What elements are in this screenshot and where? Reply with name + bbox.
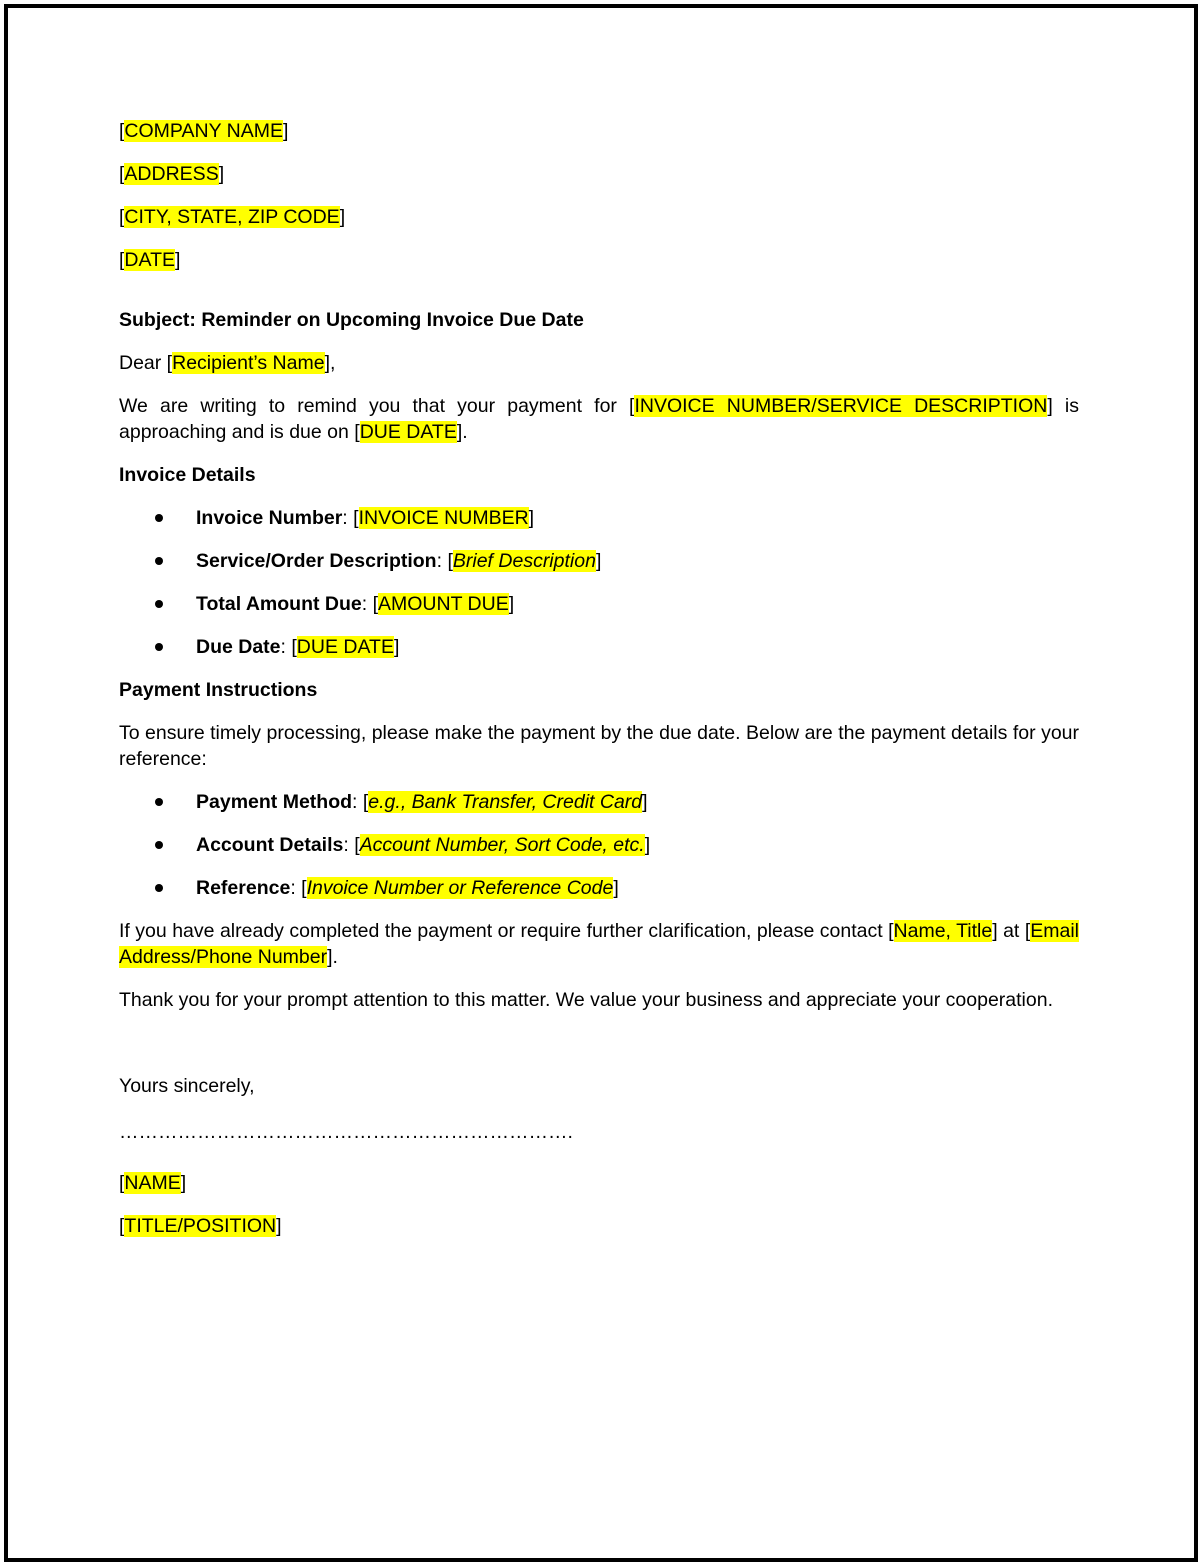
reference-value: Invoice Number or Reference Code bbox=[306, 877, 614, 899]
list-item: Service/Order Description: [Brief Description] bbox=[119, 548, 1079, 574]
description-value: Brief Description bbox=[452, 550, 596, 572]
city-state-zip-line: [CITY, STATE, ZIP CODE] bbox=[119, 206, 346, 228]
signature-title-line: [TITLE/POSITION] bbox=[119, 1215, 282, 1237]
intro-due-date: DUE DATE bbox=[359, 421, 457, 443]
bullet-icon bbox=[155, 514, 163, 522]
list-item: Due Date: [DUE DATE] bbox=[119, 634, 1079, 660]
thanks-paragraph: Thank you for your prompt attention to this matter. We value your business and appreciate your cooperation. bbox=[119, 989, 1053, 1011]
bullet-icon bbox=[155, 798, 163, 806]
address: ADDRESS bbox=[124, 163, 219, 185]
intro-paragraph: We are writing to remind you that your payment for [INVOICE NUMBER/SERVICE DESCRIPTION] is approaching and is due on [DUE DATE]. bbox=[119, 395, 1079, 443]
letter-body bbox=[119, 118, 1079, 1256]
bullet-icon bbox=[155, 557, 163, 565]
bullet-icon bbox=[155, 600, 163, 608]
list-item: Invoice Number: [INVOICE NUMBER] bbox=[119, 505, 1079, 531]
salutation: Dear [Recipient’s Name], bbox=[119, 352, 336, 374]
closing: Yours sincerely, bbox=[119, 1075, 255, 1097]
list-item: Payment Method: [e.g., Bank Transfer, Credit Card] bbox=[119, 789, 1079, 815]
list-item: Account Details: [Account Number, Sort Code, etc.] bbox=[119, 832, 1079, 858]
city-state-zip: CITY, STATE, ZIP CODE bbox=[124, 206, 340, 228]
subject-line: Subject: Reminder on Upcoming Invoice Due Date bbox=[119, 309, 584, 331]
list-item: Reference: [Invoice Number or Reference Code] bbox=[119, 875, 1079, 901]
signature-title: TITLE/POSITION bbox=[124, 1215, 277, 1237]
address-line: [ADDRESS] bbox=[119, 163, 225, 185]
invoice-number-value: INVOICE NUMBER bbox=[358, 507, 529, 529]
invoice-details-heading: Invoice Details bbox=[119, 464, 256, 486]
date: DATE bbox=[124, 249, 175, 271]
company-name: COMPANY NAME bbox=[124, 120, 283, 142]
company-name-line: [COMPANY NAME] bbox=[119, 120, 289, 142]
contact-paragraph: If you have already completed the payment or require further clarification, please contact [Name, Title] at [Email Address/Phone Number]. bbox=[119, 920, 1079, 968]
signature-name: NAME bbox=[124, 1172, 181, 1194]
contact-name-title: Name, Title bbox=[893, 920, 993, 942]
invoice-description: INVOICE NUMBER/SERVICE DESCRIPTION bbox=[634, 395, 1048, 417]
letter-page bbox=[4, 4, 1198, 1562]
invoice-details-list bbox=[119, 505, 1079, 660]
account-details-value: Account Number, Sort Code, etc. bbox=[359, 834, 645, 856]
list-item: Total Amount Due: [AMOUNT DUE] bbox=[119, 591, 1079, 617]
bullet-icon bbox=[155, 884, 163, 892]
bullet-icon bbox=[155, 841, 163, 849]
signature-name-line: [NAME] bbox=[119, 1172, 187, 1194]
date-line: [DATE] bbox=[119, 249, 181, 271]
recipient-name: Recipient’s Name bbox=[172, 352, 325, 374]
payment-details-list bbox=[119, 789, 1079, 901]
signature-line: ……………………………………………………………. bbox=[119, 1121, 573, 1143]
amount-due-value: AMOUNT DUE bbox=[378, 593, 509, 615]
payment-instructions-heading: Payment Instructions bbox=[119, 679, 318, 701]
payment-method-value: e.g., Bank Transfer, Credit Card bbox=[368, 791, 643, 813]
contact-email-phone: Email Address/Phone Number bbox=[119, 920, 1079, 968]
due-date-value: DUE DATE bbox=[296, 636, 394, 658]
bullet-icon bbox=[155, 643, 163, 651]
payment-instructions-text: To ensure timely processing, please make the payment by the due date. Below are the payment details for your reference: bbox=[119, 722, 1079, 770]
